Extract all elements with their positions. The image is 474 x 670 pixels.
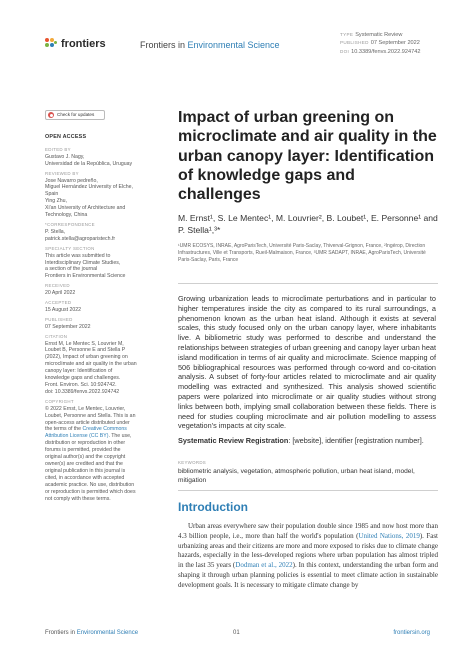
keywords-divider [178, 490, 438, 491]
article-title: Impact of urban greening on microclimate and air quality in the urban canopy layer: Identification of knowledge gaps and challenges [178, 109, 437, 204]
sidebar-published-date: PUBLISHED 07 September 2022 [45, 316, 91, 330]
journal-name[interactable]: Frontiers in Environmental Science [140, 40, 280, 50]
citation: CITATION Ernst M, Le Mentec S, Louvrier M, Loubet B, Personne E and Stella P (2022), Impact of urban greening on microclimate and air quality in the urban canopy layer: Identification of knowledge gaps and challenges. Front. Environ. Sci. 10:924742. doi: 10.3389/fenvs.2022.924742 [45, 333, 137, 395]
keywords: bibliometric analysis, vegetation, atmospheric pollution, urban heat island, model, mitigation [178, 468, 415, 485]
correspondence-email[interactable]: patrick.stella@agroparistech.fr [45, 235, 116, 242]
author-list[interactable]: M. Ernst¹, S. Le Mentec¹, M. Louvrier², B. Loubet¹, E. Personne¹ and P. Stella¹,³* [178, 213, 438, 235]
footer-journal: Frontiers in Environmental Science [45, 630, 139, 636]
introduction-heading: Introduction [178, 500, 248, 514]
correspondence: *CORRESPONDENCE P. Stella, patrick.stella@agroparistech.fr [45, 222, 150, 243]
article-type: Systematic Review [355, 32, 403, 38]
footer-site-link[interactable]: frontiersin.org [393, 630, 430, 636]
edited-by: EDITED BY Gustavo J. Nagy, Universidad de la República, Uruguay [45, 146, 133, 167]
published-date: 07 September 2022 [370, 40, 420, 47]
page-number: 01 [233, 630, 240, 636]
frontiers-logo-icon [45, 38, 57, 50]
cc-license-link[interactable]: Creative Commons [82, 426, 127, 433]
specialty-section: SPECIALTY SECTION This article was submitted to Interdisciplinary Climate Studies, a section of the journal Frontiers in Environmental Science [45, 245, 126, 280]
article-meta: TYPE Systematic Review PUBLISHED 07 September 2022 DOI 10.3389/fenvs.2022.924742 [340, 32, 421, 55]
check-for-updates-button[interactable]: Check for updates [45, 110, 105, 120]
article-sidebar [45, 110, 150, 504]
doi-link[interactable]: 10.3389/fenvs.2022.924742 [351, 48, 421, 55]
introduction-paragraph: Urban areas everywhere saw their population double since 1985 and now host more than 4.3 billion people, i.e., more than half the world's population (United Nations, 2019). Fast urbanizing areas and their citizens are more and more exposed to risks due to climate change hazards, especially in the less-developed regions where urban population has almost tripled in the last 35 years (Dodman et al., 2022). In this context, understanding the urban form and shaping it through urban planning policies is essential to meet climate action in sustainable development goals. It is necessary to mitigate climate change by [178, 522, 438, 589]
cc-license-link-cont[interactable]: Attribution License (CC BY) [45, 433, 109, 440]
affiliations: ¹UMR ECOSYS, INRAE, AgroParisTech, Université Paris-Saclay, Thiverval-Grignon, France, ²Ingérop, Direction Infrastructures, Ville et Transports, Rueil-Malmaison, France, ³UMR SADAPT, INRAE, AgroParisTech, Université Paris-Saclay, Paris, France [178, 243, 426, 263]
abstract: Growing urbanization leads to microclimate perturbations and in particular to higher temperatures inside the city as compared to its rural surroundings, a phenomenon known as the urban heat island. Although it exists at several scales, this study focused only on the urban canopy layer, where inhabitants live. A bibliometric study was performed to describe and understand the relationships between strategies of urban greening and canopy layer urban heat island modification in terms of air quality and microclimate. Science mapping of 506 bibliographical resources was performed through co-word and co-citation analysis. A subset of forty-four articles related to microclimate and air quality modelling was extracted and synthesized. This analysis showed scientific papers were polarized into microclimate or air quality studies without strong links between both, implying small collaboration between these fields. There is need for studies coupling microclimate and air pollution modelling to assess vegetation's impacts at city scale. [178, 294, 436, 431]
systematic-review-registration: Systematic Review Registration: [website], identifier [registration number]. [178, 436, 424, 445]
reviewed-by: REVIEWED BY Jose Navarro pedreño, Miguel Hernández University of Elche, Spain Ying Zhu, Xi'an University of Architecture and Technology, China [45, 170, 133, 219]
keywords-label: KEYWORDS [178, 460, 207, 465]
accepted-date: ACCEPTED 15 August 2022 [45, 300, 82, 313]
received-date: RECEIVED 20 April 2022 [45, 283, 76, 297]
frontiers-logo[interactable] [45, 38, 106, 50]
page-header [45, 32, 435, 62]
abstract-divider [178, 283, 438, 284]
citation-link-un[interactable]: United Nations, 2019 [358, 531, 420, 540]
citation-link-dodman[interactable]: Dodman et al., 2022 [235, 561, 293, 570]
update-check-icon [48, 112, 54, 118]
open-access-label: OPEN ACCESS [45, 134, 87, 140]
logo-text: frontiers [61, 38, 106, 50]
copyright: COPYRIGHT © 2022 Ernst, Le Mentec, Louvrier, Loubet, Personne and Stella. This is an open-access article distributed under the terms of the Creative Commons Attribution License (CC BY). The use, distribution or reproduction in other forums is permitted, provided the original author(s) and the copyright owner(s) are credited and that the original publication in this journal is cited, in accordance with accepted academic practice. No use, distribution or reproduction is permitted which does not comply with these terms. [45, 398, 136, 502]
